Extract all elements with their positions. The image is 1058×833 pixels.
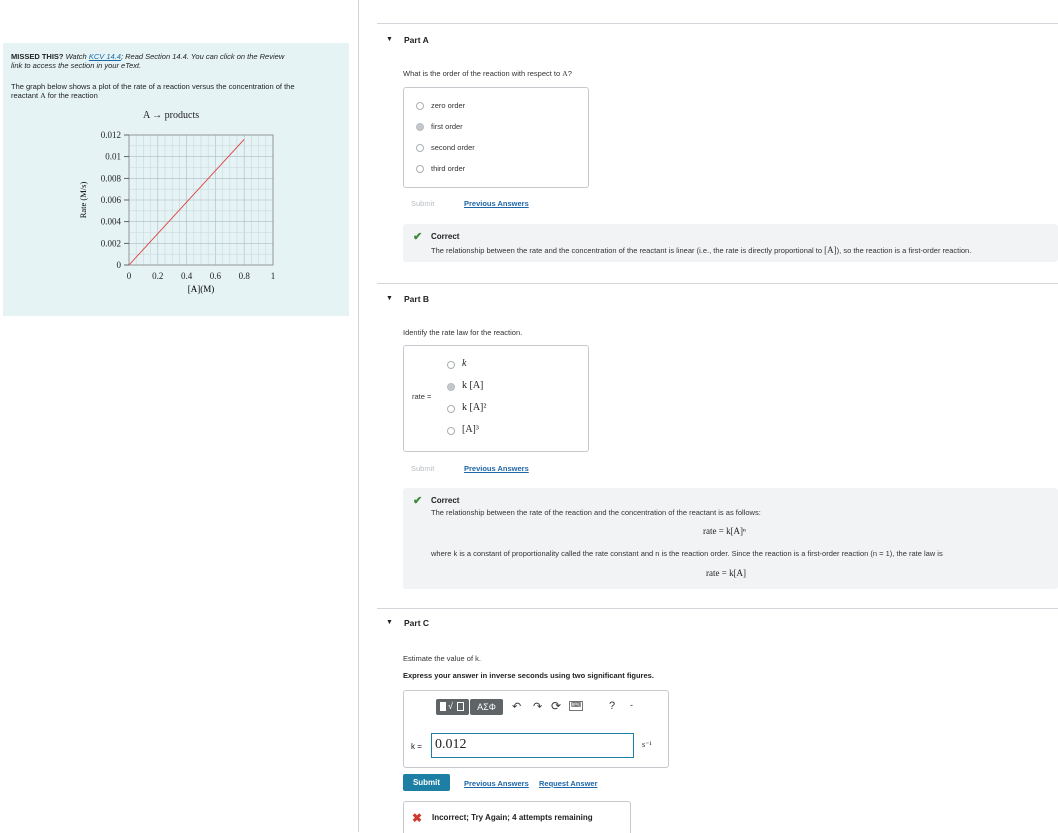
y-tick-label: 0 [116,260,121,270]
part-a-question-post: ? [567,69,572,78]
templates-button[interactable] [436,699,469,715]
graph-desc-var: A [40,91,46,100]
y-tick-label: 0.004 [100,216,121,227]
missed-rest-1: ; Read Section 14.4. You can click on the Review [120,52,285,61]
x-tick-label: 0.8 [238,271,250,281]
missed-watch-text: Watch [65,52,87,61]
x-axis-label: [A](M) [187,284,215,294]
graph-description [11,82,341,100]
missed-this-note [11,52,331,70]
option-kA2-label[interactable]: k [A]² [462,402,487,413]
chart-ticks [101,130,276,281]
graph-desc-pre: reactant [11,91,39,100]
y-axis-label: Rate (M/s) [78,181,88,219]
x-tick-label: 0.4 [180,271,193,281]
part-c-collapse-icon[interactable]: ▼ [386,619,393,626]
part-b-feedback [403,488,1058,589]
option-A3-label[interactable]: [A]³ [462,424,479,435]
redo-icon[interactable]: ↷ [533,701,543,713]
missed-rest-2: link to access the section in your eText. [11,61,142,70]
box-outline-icon [457,702,464,711]
part-a-question [403,69,572,78]
part-a-feedback-pre: The relationship between the rate and the concentration of the reactant is linear (i.e., the rate is directly proportional to [431,246,823,255]
option-second-order-label[interactable]: second order [431,143,475,152]
x-tick-label: 1 [270,271,276,281]
part-a-feedback-title: Correct [431,232,460,241]
part-c-top-rule [377,608,1058,609]
part-a-question-var: A [562,69,568,78]
rate-law-first-order-equation: rate = k[A] [706,568,747,578]
reset-icon[interactable]: ⟳ [551,699,562,713]
help-icon[interactable]: ? [609,700,616,712]
kcv-link[interactable]: KCV 14.4 [88,52,121,61]
part-c-previous-answers-link[interactable]: Previous Answers [464,779,529,788]
rate-label: rate = [412,392,432,401]
part-a-feedback-text [431,245,971,255]
y-tick-label: 0.006 [100,195,121,205]
incorrect-text: Incorrect; Try Again; 4 attempts remaining [432,813,593,822]
option-third-order-radio[interactable] [416,165,424,173]
x-tick-label: 0.6 [209,271,222,281]
part-c-question: Estimate the value of k. [403,654,481,663]
answer-input[interactable] [431,733,634,758]
part-b-collapse-icon[interactable]: ▼ [386,295,393,302]
missed-label: MISSED THIS? [11,52,64,61]
option-first-order-radio[interactable] [416,123,424,131]
part-a-options-box [403,87,589,188]
part-b-feedback-title: Correct [431,496,460,505]
x-tick-label: 0.2 [152,271,164,281]
y-tick-label: 0.01 [105,151,121,162]
option-A3-radio[interactable] [447,427,455,435]
check-icon: ✔ [413,495,423,507]
part-a-question-pre: What is the order of the reaction with respect to [403,69,561,78]
graph-desc-post: for the reaction [47,91,98,100]
graph-title: A → products [143,110,200,121]
option-k-label[interactable]: k [462,358,467,369]
part-a-collapse-icon[interactable]: ▼ [386,36,393,43]
option-third-order-label[interactable]: third order [431,164,466,173]
part-b-heading[interactable]: Part B [404,294,430,304]
option-second-order-radio[interactable] [416,144,424,152]
option-k-radio[interactable] [447,361,455,369]
part-c-heading[interactable]: Part C [404,618,430,628]
more-icon[interactable]: - [630,700,633,710]
check-icon: ✔ [413,231,423,243]
k-label: k = [411,742,422,751]
part-a-top-rule [377,23,1058,24]
incorrect-feedback [403,801,631,833]
answer-box [403,690,669,768]
part-b-top-rule [377,283,1058,284]
y-tick-label: 0.008 [100,173,121,184]
greek-symbols-button[interactable]: ΑΣΦ [470,699,503,715]
option-zero-order-radio[interactable] [416,102,424,110]
template-box-icon [440,702,446,711]
keyboard-icon[interactable]: ⌨ [571,702,582,709]
option-kA-radio[interactable] [447,383,455,391]
graph-desc-line1: The graph below shows a plot of the rate of a reaction versus the concentration of the [11,82,295,91]
part-b-previous-answers-link[interactable]: Previous Answers [464,464,529,473]
option-kA-label[interactable]: k [A] [462,380,484,391]
part-c-instructions: Express your answer in inverse seconds using two significant figures. [403,671,654,680]
option-zero-order-label[interactable]: zero order [431,101,466,110]
part-b-submit-button[interactable]: Submit [411,464,435,473]
y-tick-label: 0.012 [100,130,121,140]
part-b-feedback-text-1: The relationship between the rate of the reaction and the concentration of the reactant is as follows: [431,508,761,517]
request-answer-link[interactable]: Request Answer [539,779,598,788]
x-tick-label: 0 [126,271,132,281]
undo-icon[interactable]: ↶ [512,701,522,713]
x-icon: ✖ [412,811,423,825]
part-b-options-box [403,345,589,452]
panel-divider [358,0,359,832]
reference-panel [3,43,349,316]
part-a-feedback-post: ), so the reaction is a first-order reaction. [836,246,972,255]
chart-grid [129,135,273,265]
part-b-question: Identify the rate law for the reaction. [403,328,523,337]
option-first-order-label[interactable]: first order [431,122,463,131]
part-c-submit-button[interactable]: Submit [403,774,450,791]
y-tick-label: 0.002 [100,238,121,249]
part-b-feedback-text-2: where k is a constant of proportionality called the rate constant and n is the reaction order. Since the reaction is a first-order reaction (n = 1), the rate law is [431,549,943,558]
part-a-feedback-var: [A] [824,245,837,255]
rate-law-general-equation: rate = k[A]ⁿ [703,526,746,536]
answer-value: 0.012 [435,737,467,752]
part-a-heading[interactable]: Part A [404,35,429,45]
part-a-submit-button[interactable]: Submit [411,199,435,208]
rate-chart [73,127,303,302]
part-a-feedback [403,224,1058,262]
option-kA2-radio[interactable] [447,405,455,413]
part-a-previous-answers-link[interactable]: Previous Answers [464,199,529,208]
sqrt-icon: √ [448,701,453,711]
units-label: s⁻¹ [642,740,652,749]
